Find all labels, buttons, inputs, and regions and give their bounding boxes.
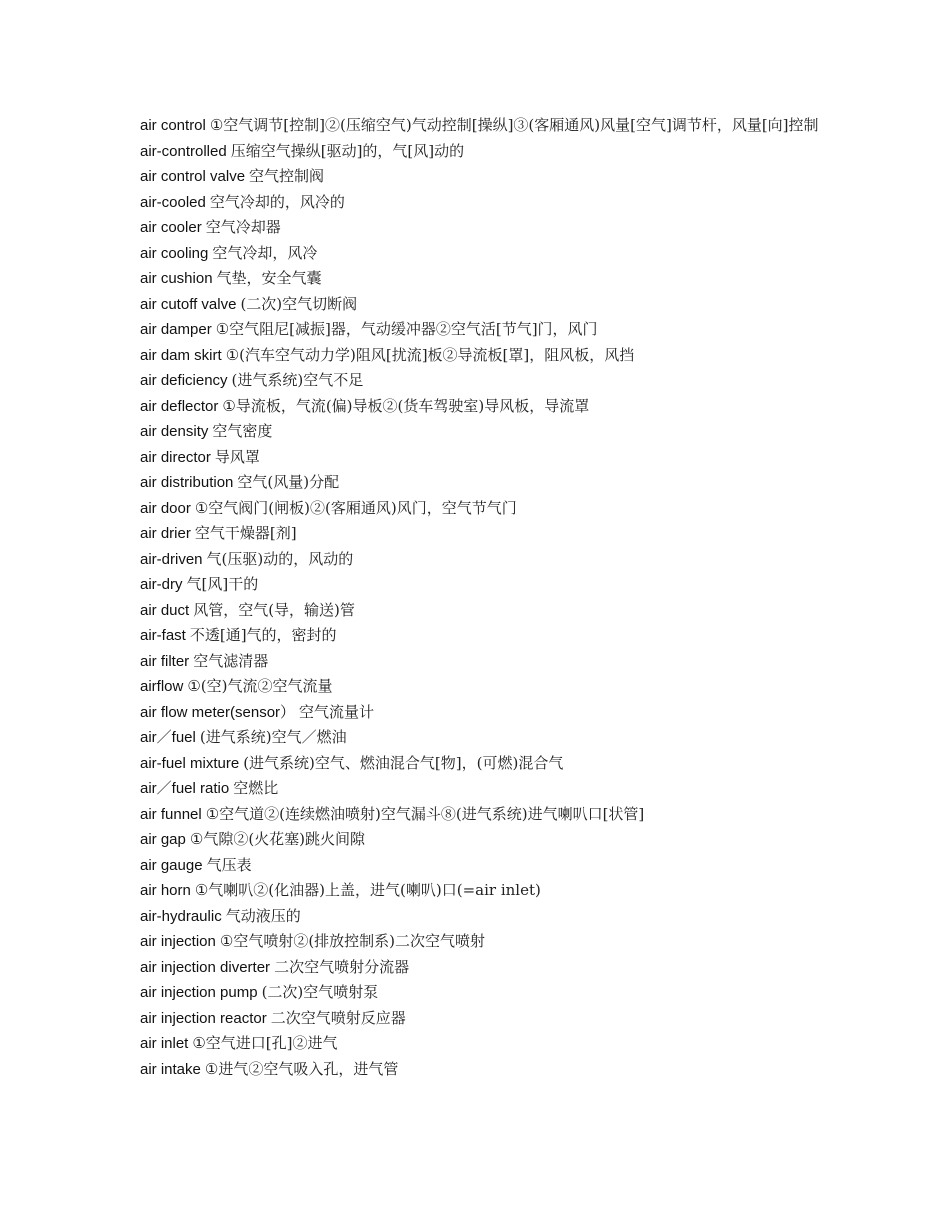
entry-term: air deficiency [140,372,228,389]
glossary-entry [140,751,820,777]
glossary-entry [140,598,820,624]
entry-term: air deflector [140,397,219,415]
entry-definition: 风管，空气(导，输送)管 [193,600,355,619]
entry-definition: 空气冷却的，风冷的 [209,192,345,211]
glossary-entry [140,419,820,445]
glossary-entry [140,113,820,139]
entry-definition: 二次空气喷射分流器 [274,957,410,976]
entry-definition: ①导流板，气流(偏)导板②(货车驾驶室)导风板，导流罩 [222,396,590,415]
entry-definition: ①空气道②(连续燃油喷射)空气漏斗⑧(进气系统)进气喇叭口[状管] [205,804,645,823]
glossary-entry [140,649,820,675]
entry-term: air density [140,423,209,440]
entry-term: air cushion [140,270,213,287]
entry-definition: ①气喇叭②(化油器)上盖，进气(喇叭)口(=air inlet) [194,881,541,899]
glossary-entry [140,827,820,853]
entry-definition: 空气冷却，风冷 [212,243,318,262]
entry-definition: ①空气进口[孔]②进气 [192,1034,338,1052]
glossary-entry [140,496,820,522]
entry-term: air control valve [140,168,246,185]
glossary-entry [140,394,820,420]
entry-definition: (进气系统)空气、燃油混合气[物]，(可燃)混合气 [243,753,564,772]
entry-definition: ①空气阻尼[减振]器，气动缓冲器②空气活[节气]门，风门 [215,320,598,338]
glossary-entry [140,445,820,471]
entry-definition: (二次)空气喷射泵 [261,983,379,1001]
glossary-entry [140,1031,820,1057]
entry-term: air-driven [140,550,203,568]
entry-term: air-fast [140,627,186,644]
glossary-entry [140,700,820,726]
glossary-entry [140,164,820,190]
entry-definition: 导风罩 [214,447,260,466]
entry-term: air drier [140,525,191,542]
entry-term: air／fuel [140,729,196,746]
entry-term: air distribution [140,474,234,491]
entry-term: air injection reactor [140,1009,267,1027]
entry-definition: (进气系统)空气不足 [231,371,364,389]
entry-term: air-dry [140,576,183,593]
glossary-entry [140,878,820,904]
entry-definition: 不透[通]气的，密封的 [189,626,337,644]
glossary-entry [140,572,820,598]
entry-term: air injection pump [140,984,258,1001]
glossary-entry [140,776,820,802]
entry-term: air injection [140,933,216,950]
glossary-entry [140,317,820,343]
entry-term: air dam skirt [140,346,222,364]
entry-term: air injection diverter [140,958,271,976]
entry-term: air-cooled [140,193,206,211]
entry-term: air control [140,117,206,134]
entry-definition: (进气系统)空气／燃油 [199,728,347,746]
glossary-entry [140,980,820,1006]
entry-term: air gap [140,831,186,848]
entry-term: air horn [140,882,191,899]
glossary-entry [140,955,820,981]
entry-definition: (二次)空气切断阀 [240,294,358,313]
glossary-entry [140,241,820,267]
glossary-entry [140,266,820,292]
entry-definition: 气[风]干的 [186,575,259,593]
entry-term: air flow meter(sensor） [140,703,296,721]
entry-term: air damper [140,321,212,338]
entry-definition: 二次空气喷射反应器 [270,1008,406,1027]
entry-definition: 空气控制阀 [249,167,325,185]
entry-definition: 空气流量计 [299,702,375,721]
glossary-entry [140,190,820,216]
entry-definition: ①空气调节[控制]②(压缩空气)气动控制[操纵]③(客厢通风)风量[空气]调节杆，风量[向]控制 [209,116,819,134]
glossary-entry [140,521,820,547]
entry-definition: ①(空)气流②空气流量 [187,677,333,695]
glossary-entry [140,470,820,496]
entry-term: air intake [140,1060,201,1078]
entry-definition: 气(压驱)动的，风动的 [206,549,354,568]
entry-definition: 空燃比 [233,779,279,797]
entry-term: air director [140,448,211,466]
entry-definition: ①进气②空气吸入孔，进气管 [204,1059,399,1078]
entry-definition: ①(汽车空气动力学)阻风[扰流]板②导流板[罩]，阻风板，风挡 [225,345,635,364]
entry-term: air／fuel ratio [140,780,230,797]
glossary-entry [140,904,820,930]
entry-term: air cooling [140,244,209,262]
glossary-entry [140,139,820,165]
glossary-entry [140,215,820,241]
entry-term: air cutoff valve [140,295,237,313]
entry-term: air duct [140,601,190,619]
entry-definition: 空气滤清器 [193,651,269,670]
glossary-entry [140,343,820,369]
glossary-entry [140,802,820,828]
entry-definition: ①气隙②(火花塞)跳火间隙 [189,830,366,848]
entry-term: air cooler [140,219,202,236]
entry-term: air door [140,499,191,517]
entry-definition: 空气(风量)分配 [237,473,340,491]
entry-term: airflow [140,678,184,695]
entry-term: air filter [140,652,190,670]
entry-term: air funnel [140,805,202,823]
entry-term: air gauge [140,856,203,874]
entry-definition: ①空气喷射②(排放控制系)二次空气喷射 [219,932,486,950]
entry-definition: 压缩空气操纵[驱动]的，气[风]动的 [230,141,465,160]
entry-definition: 空气干燥器[剂] [194,524,297,542]
glossary-entry [140,623,820,649]
entry-definition: 气垫，安全气囊 [216,269,322,287]
glossary-entry [140,929,820,955]
glossary-entry [140,368,820,394]
entry-term: air inlet [140,1035,189,1052]
glossary-entry [140,853,820,879]
glossary-entry [140,725,820,751]
glossary-entry [140,674,820,700]
glossary-entry [140,1006,820,1032]
glossary-entry [140,292,820,318]
glossary-list [140,113,820,1082]
entry-definition: 气压表 [206,855,252,874]
entry-term: air-hydraulic [140,907,222,925]
entry-definition: 空气冷却器 [205,218,281,236]
entry-term: air-fuel mixture [140,754,240,772]
glossary-entry [140,1057,820,1083]
entry-definition: 空气密度 [212,422,273,440]
glossary-entry [140,547,820,573]
entry-term: air-controlled [140,142,227,160]
entry-definition: ①空气阀门(闸板)②(客厢通风)风门，空气节气门 [194,498,517,517]
entry-definition: 气动液压的 [225,906,301,925]
